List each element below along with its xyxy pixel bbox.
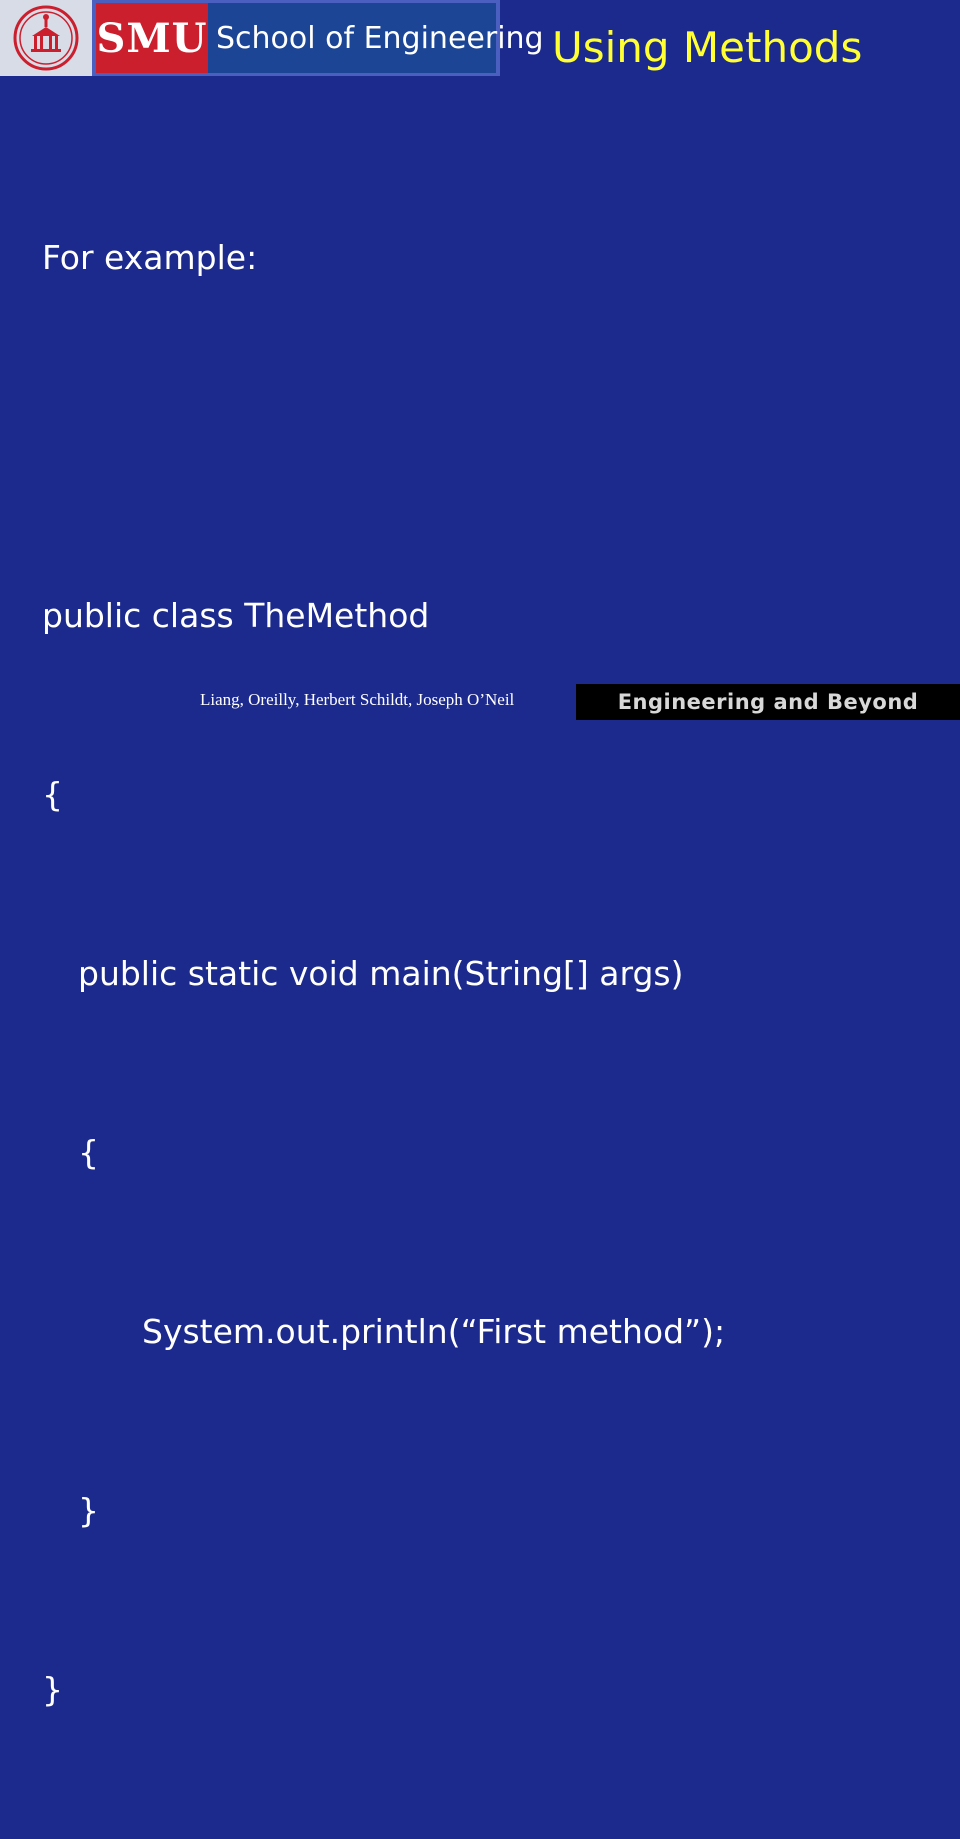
university-seal-icon (0, 0, 92, 76)
footer-bar (576, 684, 960, 720)
blank-line (42, 407, 725, 466)
school-name-text: School of Engineering (208, 3, 496, 73)
code-line: { (42, 775, 63, 814)
intro-text: For example: (42, 238, 258, 277)
code-line: System.out.println(“First method”); (142, 1312, 726, 1351)
footer-tagline: Engineering and Beyond (617, 690, 919, 714)
smu-logo-text: SMU (96, 3, 208, 73)
slide-title: Using Methods (552, 23, 863, 72)
code-line: public class TheMethod (42, 596, 430, 635)
code-line: } (42, 1670, 63, 1709)
slide-body (42, 108, 725, 1839)
code-line: } (78, 1491, 99, 1530)
logo-banner (0, 0, 544, 76)
code-line: public static void main(String[] args) (78, 954, 684, 993)
school-logo (96, 3, 544, 73)
footer-credit: Liang, Oreilly, Herbert Schildt, Joseph O’Neil (200, 690, 515, 709)
code-line: { (78, 1133, 99, 1172)
